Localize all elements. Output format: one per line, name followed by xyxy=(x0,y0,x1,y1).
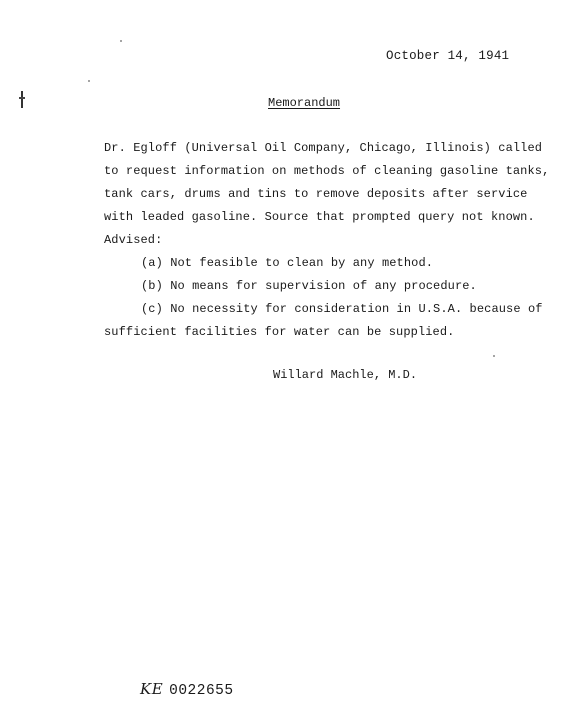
margin-mark xyxy=(21,91,23,108)
paper-speck xyxy=(88,80,90,82)
continuation-line: sufficient facilities for water can be supplied. xyxy=(104,325,455,339)
body-line: Advised: xyxy=(104,233,163,247)
signature: Willard Machle, M.D. xyxy=(273,368,418,382)
document-stamp xyxy=(140,680,234,699)
memo-title: Memorandum xyxy=(268,96,341,110)
body-line: with leaded gasoline. Source that prompted query not known. xyxy=(104,210,535,224)
advice-item: (c) No necessity for consideration in U.S.A. because of xyxy=(141,302,543,316)
body-line: to request information on methods of cleaning gasoline tanks, xyxy=(104,164,550,178)
stamp-prefix: KE xyxy=(140,680,164,698)
advice-item: (a) Not feasible to clean by any method. xyxy=(141,256,434,270)
body-line: Dr. Egloff (Universal Oil Company, Chicago, Illinois) called xyxy=(104,141,543,155)
memo-date: October 14, 1941 xyxy=(386,49,510,63)
stamp-number: 0022655 xyxy=(169,683,234,699)
body-line: tank cars, drums and tins to remove deposits after service xyxy=(104,187,528,201)
paper-speck xyxy=(120,40,122,42)
advice-item: (b) No means for supervision of any procedure. xyxy=(141,279,477,293)
paper-speck xyxy=(493,355,495,357)
